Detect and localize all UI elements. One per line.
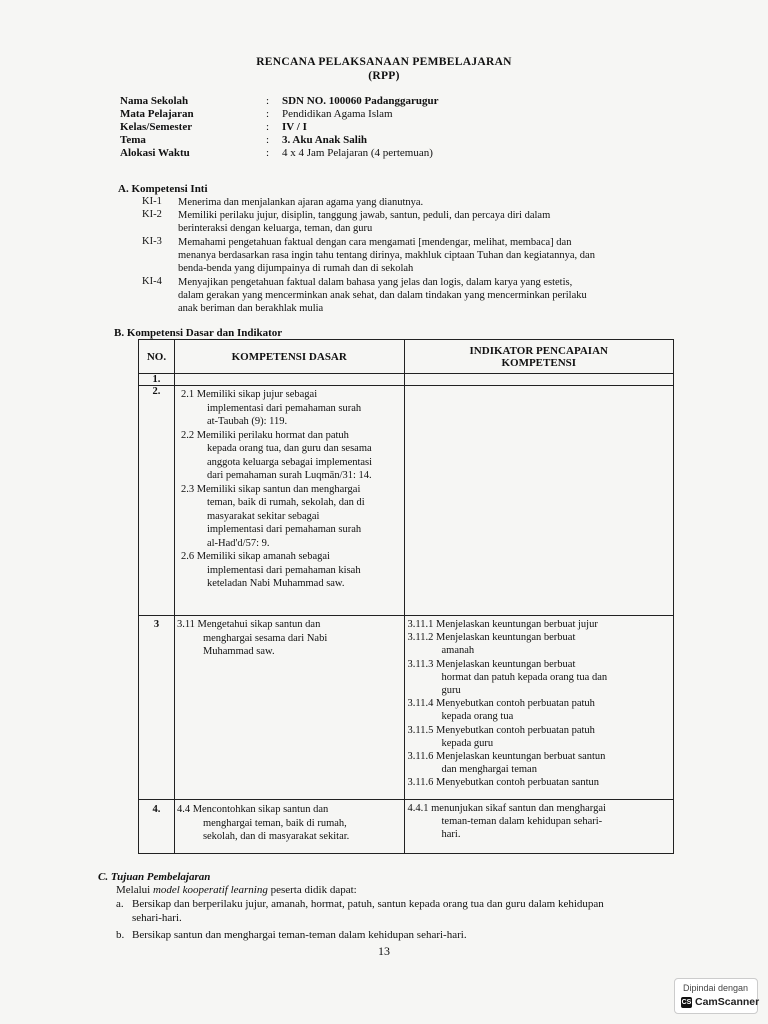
ki-line: Menerima dan menjalankan ajaran agama yang dianutnya.	[178, 197, 424, 208]
identity-label: Tema	[120, 134, 146, 146]
ki-line: Menyajikan pengetahuan faktual dalam bahasa yang jelas dan logis, dalam karya yang estetis,	[178, 277, 573, 288]
camscanner-logo-icon: CS	[681, 998, 692, 1006]
kd-line: 2.1 Memiliki sikap jujur sebagai	[180, 389, 318, 400]
row-kd	[174, 386, 404, 616]
identity-colon: :	[266, 147, 270, 159]
indicator-line: 3.11.6 Menjelaskan keuntungan berbuat santun	[407, 751, 606, 763]
ki-line: Memiliki perilaku jujur, disiplin, tanggung jawab, santun, peduli, dan percaya diri dalam	[178, 210, 551, 221]
row-indikator	[404, 800, 673, 854]
kd-line: 4.4 Mencontohkan sikap santun dan	[176, 804, 329, 815]
goal-marker: b.	[116, 929, 125, 941]
table-header-row	[139, 340, 674, 374]
ki-line: dalam gerakan yang mencerminkan anak sehat, dan dalam tindakan yang mencerminkan perilaku	[178, 290, 587, 302]
kd-line: at-Taubah (9): 119.	[206, 416, 288, 427]
indicator-line: hari.	[441, 829, 461, 841]
identity-colon: :	[266, 108, 270, 120]
ki-line: menanya berdasarkan rasa ingin tahu tentang dirinya, makhluk ciptaan Tuhan dan kegiatannya, dan	[178, 250, 595, 262]
ki-line: Memahami pengetahuan faktual dengan cara mengamati [mendengar, melihat, membaca] dan	[178, 237, 572, 248]
identity-value: Pendidikan Agama Islam	[282, 108, 393, 120]
indicator-item	[408, 776, 671, 789]
scanner-brand-name: CamScanner	[695, 996, 760, 1008]
indicator-line: 3.11.3 Menjelaskan keuntungan berbuat	[407, 658, 576, 670]
kd-line: Muhammad saw.	[202, 646, 275, 657]
indicator-item	[408, 697, 671, 723]
identity-value: 4 x 4 Jam Pelajaran (4 pertemuan)	[282, 147, 433, 159]
table-row	[139, 800, 674, 854]
kd-line: teman, baik di rumah, sekolah, dan di	[206, 497, 365, 508]
ki-text	[178, 196, 678, 209]
indicator-line: 3.11.6 Menyebutkan contoh perbuatan santun	[407, 777, 599, 789]
row-indikator	[404, 386, 673, 616]
scanner-caption: Dipindai dengan	[683, 983, 749, 993]
kd-line: keteladan Nabi Muhammad saw.	[206, 578, 345, 589]
section-b-title: B. Kompetensi Dasar dan Indikator	[114, 327, 283, 339]
kd-line: menghargai sesama dari Nabi	[202, 632, 328, 644]
indicator-item	[408, 724, 671, 750]
identity-colon: :	[266, 95, 270, 107]
identity-label: Kelas/Semester	[120, 121, 193, 133]
indicator-item	[408, 750, 671, 776]
intro-text: peserta didik dapat:	[267, 884, 357, 896]
identity-value: 3. Aku Anak Salih	[282, 134, 367, 146]
indicator-item	[408, 631, 671, 657]
ki-code: KI-3	[142, 236, 162, 247]
ki-line: benda-benda yang dijumpainya di rumah dan di sekolah	[178, 263, 414, 275]
kd-line: masyarakat sekitar sebagai	[206, 510, 320, 522]
kd-line: implementasi dari pemahaman surah	[206, 524, 362, 535]
kd-line: dari pemahaman surah Luqmān/31: 14.	[206, 470, 372, 481]
row-indikator	[404, 616, 673, 800]
indicator-line: 3.11.1 Menjelaskan keuntungan berbuat jujur	[407, 619, 598, 630]
identity-label: Alokasi Waktu	[120, 147, 190, 159]
page-number: 13	[378, 944, 390, 958]
indicator-line: 3.11.4 Menyebutkan contoh perbuatan patuh	[407, 698, 595, 710]
indicator-item	[408, 802, 671, 842]
intro-model: model kooperatif learning	[152, 884, 268, 896]
document-title: RENCANA PELAKSANAAN PEMBELAJARAN	[256, 56, 512, 68]
row-no: 2.	[139, 386, 175, 616]
identity-colon: :	[266, 121, 270, 133]
row-kd	[174, 374, 404, 386]
kd-line: al-Had'd/57: 9.	[206, 537, 270, 549]
identity-value: SDN NO. 100060 Padanggarugur	[282, 95, 439, 107]
ki-line: anak beriman dan berakhlak mulia	[178, 303, 324, 315]
row-no: 1.	[139, 374, 175, 386]
ki-code: KI-1	[142, 196, 162, 207]
indicator-line: amanah	[441, 645, 475, 657]
goal-line: Bersikap dan berperilaku jujur, amanah, hormat, patuh, santun kepada orang tua dan guru dalam kehidupan	[132, 898, 604, 910]
indicator-line: teman-teman dalam kehidupan sehari-	[441, 816, 603, 828]
row-kd	[174, 800, 404, 854]
section-c-title: C. Tujuan Pembelajaran	[98, 871, 211, 883]
kd-line: anggota keluarga sebagai implementasi	[206, 456, 373, 468]
indicator-line: 3.11.5 Menyebutkan contoh perbuatan patuh	[407, 724, 595, 736]
identity-value: IV / I	[282, 121, 307, 133]
ki-line: berinteraksi dengan keluarga, teman, dan guru	[178, 223, 373, 235]
header-indikator-line: INDIKATOR PENCAPAIAN	[469, 344, 608, 357]
indicator-item	[408, 658, 671, 698]
kd-line: 2.6 Memiliki sikap amanah sebagai	[180, 551, 330, 562]
identity-label: Nama Sekolah	[120, 95, 189, 107]
document-subtitle: (RPP)	[368, 70, 400, 82]
ki-text	[178, 236, 678, 276]
kd-line: implementasi dari pemahaman kisah	[206, 564, 361, 576]
row-indikator	[404, 374, 673, 386]
indicator-line: guru	[441, 685, 461, 697]
goal-line: sehari-hari.	[132, 912, 182, 924]
ki-text	[178, 276, 678, 316]
table-row	[139, 374, 674, 386]
identity-label: Mata Pelajaran	[120, 108, 194, 120]
competency-table	[138, 339, 674, 854]
indicator-item	[408, 618, 671, 631]
ki-code: KI-4	[142, 276, 162, 287]
intro-text: Melalui	[116, 884, 153, 896]
table-row	[139, 616, 674, 800]
indicator-line: dan menghargai teman	[441, 764, 537, 776]
kd-item	[181, 388, 400, 429]
header-no: NO.	[139, 340, 175, 374]
identity-colon: :	[266, 134, 270, 146]
section-c-intro	[116, 884, 357, 896]
scanner-watermark	[674, 978, 758, 1014]
indicator-line: 4.4.1 menunjukan sikaf santun dan menghargai	[407, 803, 606, 814]
kd-item	[181, 550, 400, 591]
header-indikator-line: KOMPETENSI	[501, 356, 577, 369]
kd-item	[177, 803, 400, 844]
row-kd	[174, 616, 404, 800]
kd-line: menghargai teman, baik di rumah,	[202, 817, 347, 829]
kd-item	[177, 618, 400, 659]
row-no: 3	[139, 616, 175, 800]
goal-line: Bersikap santun dan menghargai teman-teman dalam kehidupan sehari-hari.	[132, 929, 467, 941]
ki-code: KI-2	[142, 209, 162, 220]
kd-line: 3.11 Mengetahui sikap santun dan	[176, 619, 321, 630]
header-kd: KOMPETENSI DASAR	[174, 340, 404, 374]
ki-text	[178, 209, 678, 235]
goal-marker: a.	[116, 898, 124, 910]
indicator-line: kepada guru	[441, 737, 494, 749]
kd-line: sekolah, dan di masyarakat sekitar.	[202, 831, 350, 842]
kd-line: 2.3 Memiliki sikap santun dan menghargai	[180, 483, 361, 495]
table-row	[139, 386, 674, 616]
indicator-line: kepada orang tua	[441, 711, 514, 723]
scanner-brand	[681, 996, 759, 1008]
kd-line: implementasi dari pemahaman surah	[206, 402, 362, 414]
kd-line: 2.2 Memiliki perilaku hormat dan patuh	[180, 429, 349, 441]
row-no: 4.	[139, 800, 175, 854]
header-indikator	[404, 340, 673, 374]
indicator-line: hormat dan patuh kepada orang tua dan	[441, 671, 608, 683]
indicator-line: 3.11.2 Menjelaskan keuntungan berbuat	[407, 632, 576, 644]
kd-line: kepada orang tua, dan guru dan sesama	[206, 443, 372, 454]
kd-item	[181, 483, 400, 551]
kd-item	[181, 429, 400, 483]
section-a-title: A. Kompetensi Inti	[118, 183, 208, 195]
